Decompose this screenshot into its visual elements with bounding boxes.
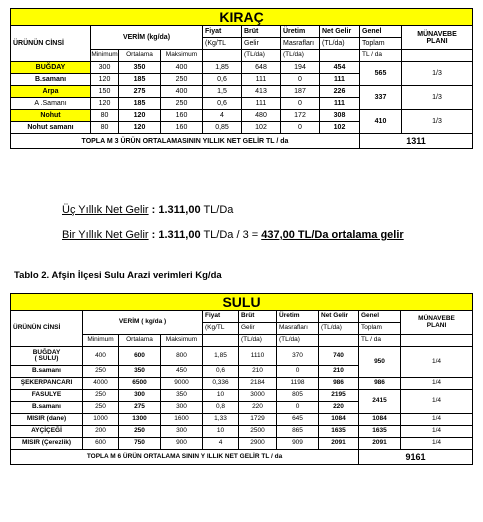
kirac-footer-label: TOPLA M 3 ÜRÜN ORTALAMASININ YILLIK NET GELİR TL / da (11, 134, 360, 149)
table-cell: 0 (281, 98, 320, 110)
table-cell: (Kg/TL (203, 323, 239, 335)
note-one-year: Bir Yıllık Net Gelir : 1.311,00 TL/Da / 3 = 437,00 TL/Da ortalama gelir (62, 229, 404, 241)
table-cell: 2415 (359, 390, 401, 414)
table-cell: 1729 (239, 414, 277, 426)
table-cell: Toplam (359, 323, 401, 335)
table-cell: 1/4 (401, 414, 473, 426)
table-cell: 350 (119, 366, 161, 378)
table-cell: Nohut samanı (11, 122, 91, 134)
table-cell: Brüt (239, 311, 277, 323)
table-cell: (Kg/TL (203, 38, 242, 50)
table-cell: 350 (161, 390, 203, 402)
table-cell: 0 (281, 122, 320, 134)
table-row (11, 414, 473, 426)
table-cell: (TL/da) (277, 335, 319, 347)
table-cell: 2900 (239, 438, 277, 450)
table-cell: B.samanı (11, 402, 83, 414)
header-rotation: MÜNAVEBE PLANI (402, 26, 473, 50)
table-cell: Masrafları (277, 323, 319, 335)
table-row (11, 347, 473, 366)
table-cell (203, 50, 242, 62)
table-cell: 2195 (319, 390, 359, 402)
table-cell: VERİM ( kg/da ) (83, 311, 203, 335)
table-cell: 0,6 (203, 74, 242, 86)
table-cell: 4 (203, 438, 239, 450)
table-cell: 865 (277, 426, 319, 438)
table-cell: Masrafları (281, 38, 320, 50)
table-row (11, 438, 473, 450)
table-cell: 250 (83, 390, 119, 402)
table-cell: 986 (359, 378, 401, 390)
table-cell: 10 (203, 390, 239, 402)
table-cell: 1/3 (402, 62, 473, 86)
table-cell: 111 (242, 98, 281, 110)
table-cell: 275 (119, 402, 161, 414)
table-cell: 1/4 (401, 438, 473, 450)
table-cell: MISIR (Çerezlik) (11, 438, 83, 450)
table-row (11, 390, 473, 402)
kirac-footer-value: 1311 (360, 134, 473, 149)
table-cell: Ortalama (119, 335, 161, 347)
table-cell: 410 (360, 110, 402, 134)
table-cell: 210 (319, 366, 359, 378)
table-cell: 111 (320, 98, 360, 110)
table-cell: 250 (161, 98, 203, 110)
table-cell: 1/4 (401, 390, 473, 414)
table-cell: 0 (277, 402, 319, 414)
table-cell: Fiyat (203, 311, 239, 323)
table-cell: 2500 (239, 426, 277, 438)
table-cell: Gelir (239, 323, 277, 335)
table-cell: 308 (320, 110, 360, 122)
table-cell: 187 (281, 86, 320, 98)
table-cell: 250 (161, 74, 203, 86)
kirac-table (10, 8, 473, 149)
table-cell: 1/3 (402, 86, 473, 110)
table-cell: 450 (161, 366, 203, 378)
table-cell: 300 (161, 426, 203, 438)
table-cell: 1/4 (401, 378, 473, 390)
table-cell: ÜRÜNÜN CİNSİ (11, 311, 83, 347)
table-cell: A .Samanı (11, 98, 91, 110)
table-cell: 2184 (239, 378, 277, 390)
table-cell: Maksimum (161, 50, 203, 62)
table-cell: 300 (119, 390, 161, 402)
table-cell: 600 (83, 438, 119, 450)
table-cell: TL / da (360, 50, 402, 62)
table-cell: 565 (360, 62, 402, 86)
table-cell: 0,85 (203, 122, 242, 134)
table-cell: 1,85 (203, 347, 239, 366)
table-cell: 80 (91, 110, 119, 122)
table-cell: 300 (161, 402, 203, 414)
table-cell: 750 (119, 438, 161, 450)
table-cell: MISIR (dane) (11, 414, 83, 426)
table-cell (402, 50, 473, 62)
header-crop: ÜRÜNÜN CİNSİ (11, 26, 91, 62)
sulu-title: SULU (11, 294, 473, 311)
table-cell: 2091 (319, 438, 359, 450)
table-cell: Genel (359, 311, 401, 323)
table-cell: 1110 (239, 347, 277, 366)
table-caption: Tablo 2. Afşin İlçesi Sulu Arazi verimleri Kg/da (14, 270, 222, 281)
table-cell: Net Gelir (319, 311, 359, 323)
table-cell: 275 (119, 86, 161, 98)
table-cell: 80 (91, 122, 119, 134)
table-cell: 1635 (359, 426, 401, 438)
table-cell: (TL/da) (281, 50, 320, 62)
table-cell: 185 (119, 74, 161, 86)
header-cost: Üretim (281, 26, 320, 38)
table-cell: 172 (281, 110, 320, 122)
table-cell: 1,33 (203, 414, 239, 426)
table-cell: 1600 (161, 414, 203, 426)
table-cell: Minimum (83, 335, 119, 347)
table-cell: 3000 (239, 390, 277, 402)
table-cell: 150 (91, 86, 119, 98)
table-cell: 805 (277, 390, 319, 402)
table-cell: 9000 (161, 378, 203, 390)
table-cell: 250 (83, 366, 119, 378)
table-cell: 111 (242, 74, 281, 86)
note-three-year: Üç Yıllık Net Gelir : 1.311,00 TL/Da (62, 204, 234, 216)
table-cell: 0 (277, 366, 319, 378)
table-cell: 909 (277, 438, 319, 450)
table-cell: 1000 (83, 414, 119, 426)
table-cell: Ortalama (119, 50, 161, 62)
table-cell: B.samanı (11, 366, 83, 378)
table-cell: 1,85 (203, 62, 242, 74)
table-cell: 0,336 (203, 378, 239, 390)
table-cell: 160 (161, 122, 203, 134)
table-cell: 1/4 (401, 426, 473, 438)
table-cell: 194 (281, 62, 320, 74)
table-cell: Minimum (91, 50, 119, 62)
table-cell: BUĞDAY ( SULU) (11, 347, 83, 366)
table-cell: 160 (161, 110, 203, 122)
table-cell: 185 (119, 98, 161, 110)
table-cell: 6500 (119, 378, 161, 390)
table-row (11, 86, 473, 98)
table-row (11, 378, 473, 390)
header-yield: VERİM (kg/da) (91, 26, 203, 50)
table-cell: (TL/da) (319, 323, 359, 335)
table-row (11, 426, 473, 438)
table-cell: 400 (83, 347, 119, 366)
table-cell (203, 335, 239, 347)
table-cell: 800 (161, 347, 203, 366)
table-cell: Gelir (242, 38, 281, 50)
table-cell: 413 (242, 86, 281, 98)
table-cell (320, 50, 360, 62)
table-cell: 1/4 (401, 347, 473, 378)
table-cell (319, 335, 359, 347)
table-cell: 220 (319, 402, 359, 414)
table-cell: 120 (91, 98, 119, 110)
table-cell: 1300 (119, 414, 161, 426)
table-cell: FASULYE (11, 390, 83, 402)
table-cell: Arpa (11, 86, 91, 98)
table-cell: 250 (83, 402, 119, 414)
table-cell: 900 (161, 438, 203, 450)
table-cell: 480 (242, 110, 281, 122)
table-cell: Nohut (11, 110, 91, 122)
table-cell: 250 (119, 426, 161, 438)
table-cell: 4000 (83, 378, 119, 390)
sulu-footer-label: TOPLA M 6 ÜRÜN ORTALAMA SININ Y ILLIK NET GELİR TL / da (11, 450, 359, 465)
table-cell: 1198 (277, 378, 319, 390)
table-cell: 0,6 (203, 366, 239, 378)
table-cell: 120 (91, 74, 119, 86)
table-cell: 400 (161, 62, 203, 74)
table-cell: 1,5 (203, 86, 242, 98)
table-cell: 120 (119, 110, 161, 122)
table-row (11, 62, 473, 74)
table-cell: 111 (320, 74, 360, 86)
table-cell: 350 (119, 62, 161, 74)
table-cell: B.samanı (11, 74, 91, 86)
table-cell: 2091 (359, 438, 401, 450)
table-cell: 337 (360, 86, 402, 110)
header-net: Net Gelir (320, 26, 360, 38)
table-cell: 210 (239, 366, 277, 378)
table-cell: (TL/da) (320, 38, 360, 50)
header-total: Genel (360, 26, 402, 38)
table-cell: 454 (320, 62, 360, 74)
table-cell: 370 (277, 347, 319, 366)
table-cell: Üretim (277, 311, 319, 323)
table-cell: 220 (239, 402, 277, 414)
header-price: Fiyat (203, 26, 242, 38)
sulu-footer-value: 9161 (359, 450, 473, 465)
table-cell: 226 (320, 86, 360, 98)
table-cell: 1635 (319, 426, 359, 438)
table-cell: AYÇİÇEĞİ (11, 426, 83, 438)
table-cell: 740 (319, 347, 359, 366)
table-cell: 120 (119, 122, 161, 134)
table-cell (401, 335, 473, 347)
table-cell: 648 (242, 62, 281, 74)
table-cell: 300 (91, 62, 119, 74)
table-cell: 950 (359, 347, 401, 378)
header-gross: Brüt (242, 26, 281, 38)
table-cell: 102 (242, 122, 281, 134)
table-row (11, 110, 473, 122)
table-cell: 1/3 (402, 110, 473, 134)
table-cell: Maksimum (161, 335, 203, 347)
table-cell: 645 (277, 414, 319, 426)
table-cell: BUĞDAY (11, 62, 91, 74)
table-cell: (TL/da) (242, 50, 281, 62)
table-cell: 1084 (319, 414, 359, 426)
table-cell: ŞEKERPANCARI (11, 378, 83, 390)
table-cell: 400 (161, 86, 203, 98)
table-cell: 986 (319, 378, 359, 390)
table-cell: 0,6 (203, 98, 242, 110)
table-cell: MÜNAVEBE PLANI (401, 311, 473, 335)
table-cell: 0,8 (203, 402, 239, 414)
table-cell: 4 (203, 110, 242, 122)
table-cell: 600 (119, 347, 161, 366)
sulu-table (10, 293, 473, 465)
table-cell: 1084 (359, 414, 401, 426)
kirac-title: KIRAÇ (11, 9, 473, 26)
table-cell: 0 (281, 74, 320, 86)
table-cell: TL / da (359, 335, 401, 347)
table-cell: Toplam (360, 38, 402, 50)
table-cell: 102 (320, 122, 360, 134)
table-cell: (TL/da) (239, 335, 277, 347)
table-cell: 200 (83, 426, 119, 438)
table-cell: 10 (203, 426, 239, 438)
